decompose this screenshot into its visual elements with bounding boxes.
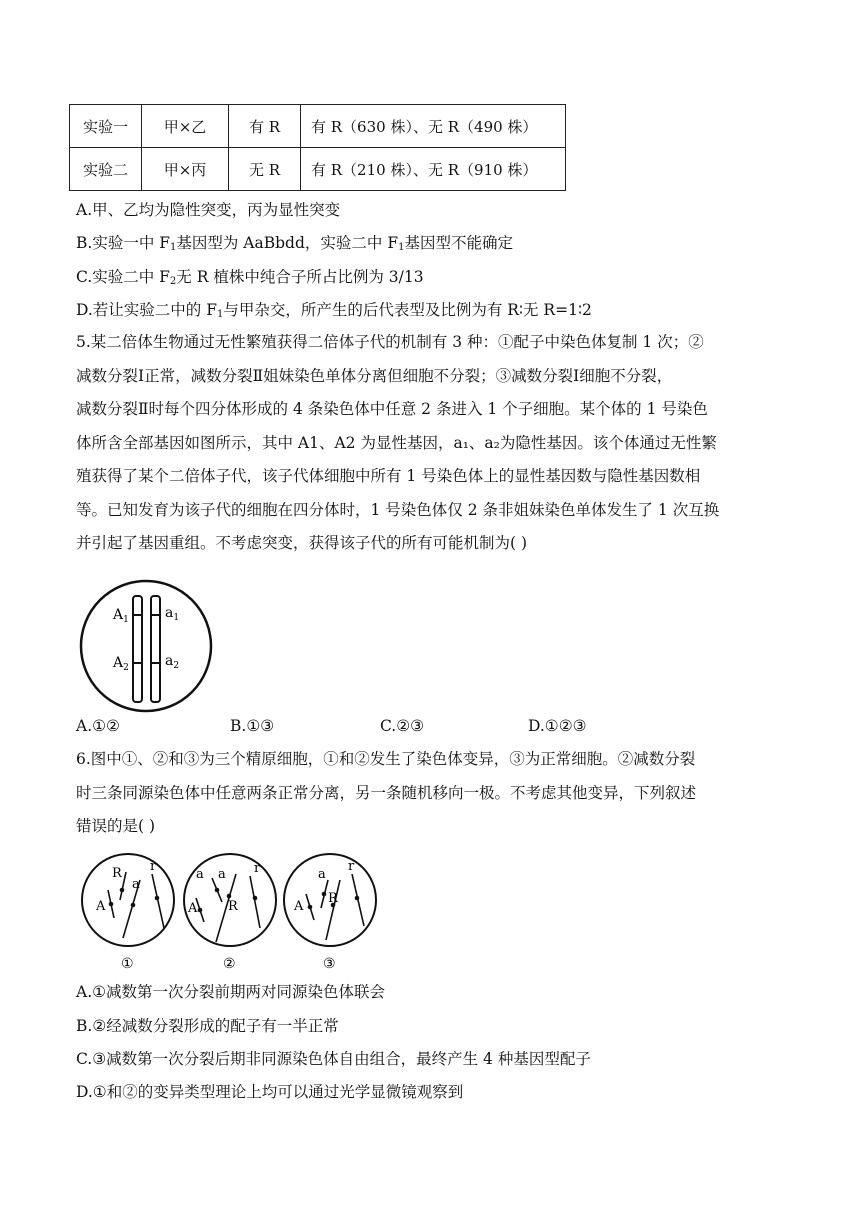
q5-option-c: C.②③ <box>380 717 425 735</box>
q5-line: 体所含全部基因如图所示，其中 A1、A2 为显性基因，a₁、a₂为隐性基因。该个体通过无性繁 <box>76 433 717 452</box>
gene-label: A <box>294 899 304 914</box>
gene-label: a <box>318 867 326 882</box>
gene-label-a1: $a_1$ <box>165 605 180 623</box>
cross-results-table <box>69 104 566 191</box>
q4-option-b-text-2: 基因型为 AaBbdd，实验二中 F <box>176 234 399 252</box>
experiment-name-cell: 实验一 <box>70 105 142 148</box>
cell-label-2: ② <box>223 956 236 972</box>
cross-cell: 甲×乙 <box>142 105 229 148</box>
gene-label: R <box>328 891 338 906</box>
table-row <box>70 148 566 191</box>
gene-label-a2: $a_2$ <box>165 653 180 671</box>
q4-option-c <box>76 267 424 292</box>
gene-label: A <box>96 899 106 914</box>
q5-chromosome-figure <box>78 578 214 714</box>
cell-3 <box>284 854 376 946</box>
gene-label: R <box>228 899 238 914</box>
experiment-name-cell: 实验二 <box>70 148 142 191</box>
q5-line: 等。已知发育为该子代的细胞在四分体时，1 号染色体仅 2 条非姐妹染色单体发生了 1 次互换 <box>76 500 720 519</box>
f2-cell: 有 R（210 株）、无 R（910 株） <box>301 148 566 191</box>
q5-option-a: A.①② <box>76 717 120 735</box>
q4-option-d-text-2: 与甲杂交，所产生的后代表型及比例为有 R∶无 R=1∶2 <box>223 301 592 319</box>
q6-option-b: B.②经减数分裂形成的配子有一半正常 <box>76 1017 339 1035</box>
gene-label: R <box>112 866 122 881</box>
cell-2 <box>184 854 276 946</box>
q4-option-b-text-1: B.实验一中 F <box>76 234 170 252</box>
q5-option-d: D.①②③ <box>528 717 587 735</box>
gene-label-A1: $A_1$ <box>113 607 129 625</box>
q6-option-c: C.③减数第一次分裂后期非同源染色体自由组合，最终产生 4 种基因型配子 <box>76 1050 591 1068</box>
gene-label: a <box>196 867 204 882</box>
q4-option-c-text-1: C.实验二中 F <box>76 268 170 286</box>
q4-option-d <box>76 300 592 325</box>
gene-label: a <box>132 877 140 892</box>
q6-stem <box>76 743 788 844</box>
gene-label-A2: $A_2$ <box>113 655 129 673</box>
gene-label: r <box>150 859 157 874</box>
cross-cell: 甲×丙 <box>142 148 229 191</box>
q6-cells-figure <box>78 850 378 975</box>
q5-line: 减数分裂Ⅰ正常，减数分裂Ⅱ姐妹染色单体分离但细胞不分裂；③减数分裂Ⅰ细胞不分裂， <box>76 366 673 385</box>
q5-line: 并引起了基因重组。不考虑突变，获得该子代的所有可能机制为( ) <box>76 534 528 552</box>
q4-option-d-text-1: D.若让实验二中的 F <box>76 301 217 319</box>
q4-option-a: A.甲、乙均为隐性突变，丙为显性突变 <box>76 201 341 219</box>
gene-label: A <box>188 901 198 916</box>
q4-option-b-text-3: 基因型不能确定 <box>404 234 513 252</box>
cell-label-3: ③ <box>323 956 336 972</box>
subscript: 1 <box>398 242 405 253</box>
q5-option-b: B.①③ <box>230 717 275 735</box>
q6-option-a: A.①减数第一次分裂前期两对同源染色体联会 <box>76 983 386 1001</box>
cell-1 <box>82 854 174 946</box>
gene-label: r <box>254 861 261 876</box>
f2-cell: 有 R（630 株）、无 R（490 株） <box>301 105 566 148</box>
f1-cell: 有 R <box>229 105 301 148</box>
q4-option-c-text-2: 无 R 植株中纯合子所占比例为 3/13 <box>176 268 424 286</box>
q5-line: 殖获得了某个二倍体子代，该子代体细胞中所有 1 号染色体上的显性基因数与隐性基因数相 <box>76 467 701 485</box>
q5-line: 减数分裂Ⅱ时每个四分体形成的 4 条染色体中任意 2 条进入 1 个子细胞。某个体的 1 号染色 <box>76 400 708 418</box>
f1-cell: 无 R <box>229 148 301 191</box>
subscript: 1 <box>170 242 177 253</box>
q6-line: 6.图中①、②和③为三个精原细胞，①和②发生了染色体变异，③为正常细胞。②减数分裂 <box>76 750 696 768</box>
cell-label-1: ① <box>121 956 134 972</box>
q5-line: 5.某二倍体生物通过无性繁殖获得二倍体子代的机制有 3 种：①配子中染色体复制 1 次；② <box>76 333 704 351</box>
table-row <box>70 105 566 148</box>
q6-line: 错误的是( ) <box>76 817 156 835</box>
q6-option-d: D.①和②的变异类型理论上均可以通过光学显微镜观察到 <box>76 1083 464 1101</box>
q5-stem <box>76 326 788 561</box>
gene-label: a <box>218 867 226 882</box>
q4-option-b <box>76 233 513 258</box>
subscript: 2 <box>169 276 177 287</box>
gene-label: r <box>348 859 355 874</box>
subscript: 1 <box>216 309 224 320</box>
q6-line: 时三条同源染色体中任意两条正常分离，另一条随机移向一极。不考虑其他变异，下列叙述 <box>76 783 697 802</box>
